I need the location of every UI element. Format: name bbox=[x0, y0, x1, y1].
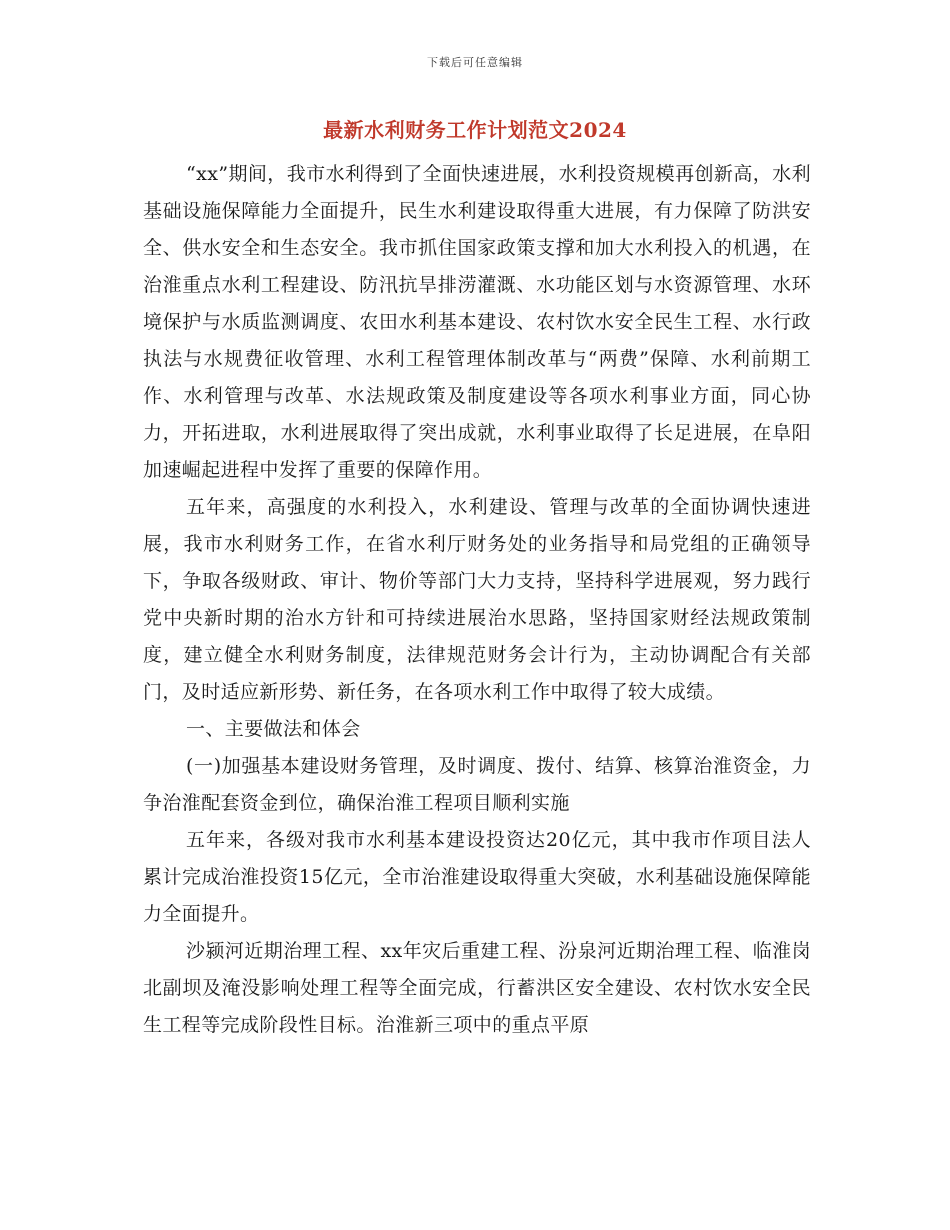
document-title: 最新水利财务工作计划范文2024 bbox=[323, 118, 627, 142]
document-body bbox=[143, 156, 811, 1044]
page-header: 下载后可任意编辑 bbox=[427, 56, 523, 69]
paragraph-3: 五年来，各级对我市水利基本建设投资达20亿元，其中我市作项目法人累计完成治淮投资15亿元，全市治淮建设取得重大突破，水利基础设施保障能力全面提升。 bbox=[143, 829, 811, 925]
paragraph-2: 五年来，高强度的水利投入，水利建设、管理与改革的全面协调快速进展，我市水利财务工作，在省水利厅财务处的业务指导和局党组的正确领导下，争取各级财政、审计、物价等部门大力支持，坚持科学进展观，努力践行党中央新时期的治水方针和可持续进展治水思路，坚持国家财经法规政策制度，建立健全水利财务制度，法律规范财务会计行为，主动协调配合有关部门，及时适应新形势、新任务，在各项水利工作中取得了较大成绩。 bbox=[143, 496, 811, 703]
paragraph-4: 沙颍河近期治理工程、xx年灾后重建工程、汾泉河近期治理工程、临淮岗北副坝及淹没影响处理工程等全面完成，行蓄洪区安全建设、农村饮水安全民生工程等完成阶段性目标。治淮新三项中的重点平原 bbox=[143, 940, 811, 1036]
subsection-heading: (一)加强基本建设财务管理，及时调度、拨付、结算、核算治淮资金，力争治淮配套资金到位，确保治淮工程项目顺利实施 bbox=[143, 755, 811, 814]
paragraph-1: “xx”期间，我市水利得到了全面快速进展，水利投资规模再创新高，水利基础设施保障能力全面提升，民生水利建设取得重大进展，有力保障了防洪安全、供水安全和生态安全。我市抓住国家政策支撑和加大水利投入的机遇，在治淮重点水利工程建设、防汛抗旱排涝灌溉、水功能区划与水资源管理、水环境保护与水质监测调度、农田水利基本建设、农村饮水安全民生工程、水行政执法与水规费征收管理、水利工程管理体制改革与“两费”保障、水利前期工作、水利管理与改革、水法规政策及制度建设等各项水利事业方面，同心协力，开拓进取，水利进展取得了突出成就，水利事业取得了长足进展，在阜阳加速崛起进程中发挥了重要的保障作用。 bbox=[143, 163, 811, 481]
section-heading: 一、主要做法和体会 bbox=[186, 718, 361, 740]
